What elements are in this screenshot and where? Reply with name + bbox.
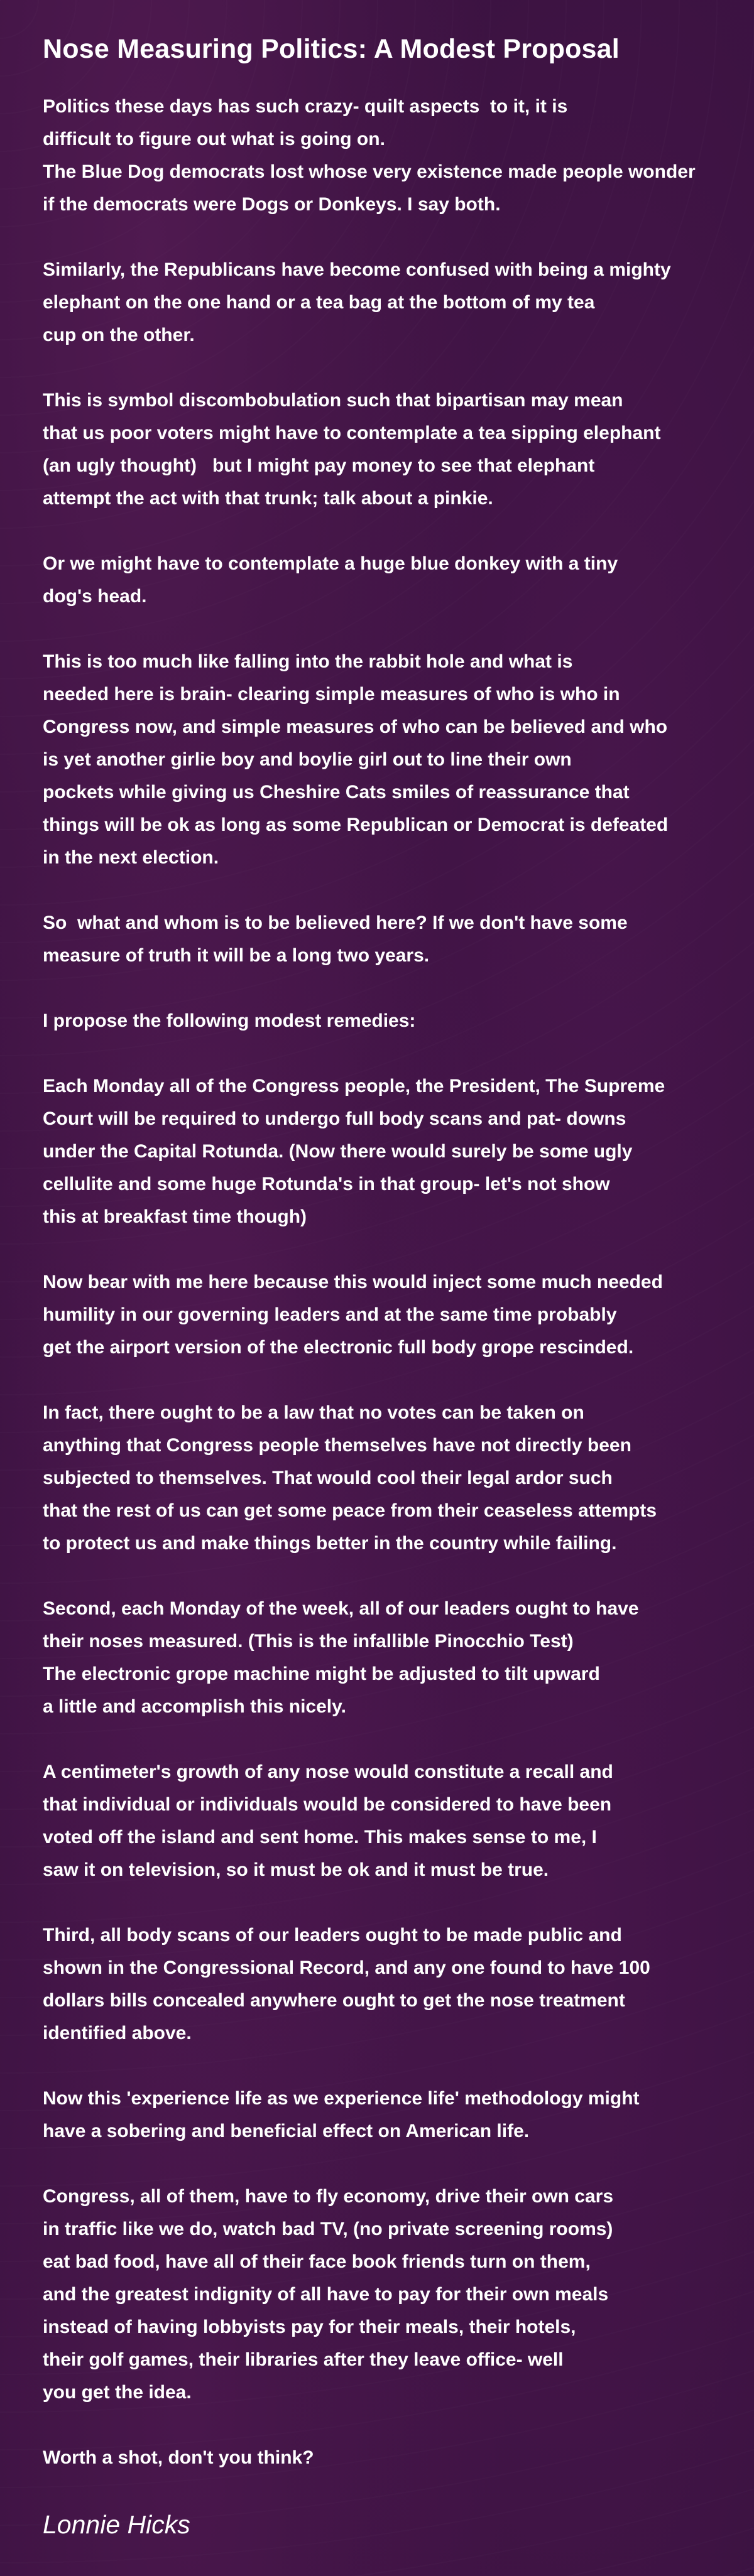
poem-line: anything that Congress people themselves have not directly been <box>43 1435 631 1456</box>
poem-line: Politics these days has such crazy- quilt aspects to it, it is <box>43 96 568 117</box>
poem-line: in traffic like we do, watch bad TV, (no private screening rooms) <box>43 2219 613 2239</box>
poem-line: needed here is brain- clearing simple measures of who is who in <box>43 684 620 705</box>
poem-line: humility in our governing leaders and at the same time probably <box>43 1304 617 1325</box>
poem-line: The electronic grope machine might be adjusted to tilt upward <box>43 1664 600 1684</box>
poem-stanza <box>43 646 711 874</box>
poem-stanza <box>43 907 711 972</box>
poem-line: this at breakfast time though) <box>43 1206 307 1227</box>
poem-line: and the greatest indignity of all have to pay for their own meals <box>43 2284 609 2305</box>
poem-line: attempt the act with that trunk; talk about a pinkie. <box>43 488 493 509</box>
poem-line: to protect us and make things better in the country while failing. <box>43 1533 617 1554</box>
poem-stanza <box>43 384 711 515</box>
poem-line: Worth a shot, don't you think? <box>43 2447 314 2468</box>
poem-line: eat bad food, have all of their face book friends turn on them, <box>43 2251 591 2272</box>
poem-line: This is too much like falling into the rabbit hole and what is <box>43 651 573 672</box>
poem-line: (an ugly thought) but I might pay money to see that elephant <box>43 455 595 476</box>
poem-line: identified above. <box>43 2023 192 2043</box>
poem-line: their noses measured. (This is the infallible Pinocchio Test) <box>43 1631 574 1652</box>
poem-line: shown in the Congressional Record, and any one found to have 100 <box>43 1957 650 1978</box>
poem-body <box>43 90 711 2474</box>
poem-line: Similarly, the Republicans have become confused with being a mighty <box>43 259 671 280</box>
poem-line: have a sobering and beneficial effect on American life. <box>43 2121 530 2141</box>
poem-stanza <box>43 2180 711 2409</box>
poem-line: Each Monday all of the Congress people, the President, The Supreme <box>43 1076 665 1096</box>
poem-stanza <box>43 2442 711 2474</box>
poem-stanza <box>43 90 711 221</box>
poem-line: measure of truth it will be a long two years. <box>43 945 430 966</box>
poem-line: Or we might have to contemplate a huge blue donkey with a tiny <box>43 553 618 574</box>
poem-stanza <box>43 1593 711 1723</box>
poem-stanza <box>43 254 711 352</box>
poem-line: voted off the island and sent home. This makes sense to me, I <box>43 1827 597 1848</box>
poem-line: In fact, there ought to be a law that no votes can be taken on <box>43 1402 584 1423</box>
poem-line: Congress, all of them, have to fly economy, drive their own cars <box>43 2186 614 2207</box>
poem-line: in the next election. <box>43 847 219 868</box>
poem-stanza <box>43 1266 711 1364</box>
poem-line: get the airport version of the electronic full body grope rescinded. <box>43 1337 634 1358</box>
poem-line: under the Capital Rotunda. (Now there would surely be some ugly <box>43 1141 633 1162</box>
poem-line: Now this 'experience life as we experience life' methodology might <box>43 2088 640 2109</box>
poem-line: elephant on the one hand or a tea bag at the bottom of my tea <box>43 292 595 313</box>
poem-line: that us poor voters might have to contemplate a tea sipping elephant <box>43 423 661 443</box>
poem-stanza <box>43 1397 711 1560</box>
poem-line: This is symbol discombobulation such that bipartisan may mean <box>43 390 623 411</box>
poem-title: Nose Measuring Politics: A Modest Proposal <box>43 34 620 64</box>
poem-line: their golf games, their libraries after they leave office- well <box>43 2349 564 2370</box>
poem-line: The Blue Dog democrats lost whose very existence made people wonder <box>43 161 696 182</box>
poem-line: instead of having lobbyists pay for their meals, their hotels, <box>43 2317 576 2337</box>
poem-line: pockets while giving us Cheshire Cats smiles of reassurance that <box>43 782 630 803</box>
poem-line: if the democrats were Dogs or Donkeys. I say both. <box>43 194 501 215</box>
poem-stanza <box>43 1919 711 2050</box>
poem-line: difficult to figure out what is going on. <box>43 129 385 149</box>
poem-line: things will be ok as long as some Republican or Democrat is defeated <box>43 814 669 835</box>
poem-line: subjected to themselves. That would cool their legal ardor such <box>43 1468 613 1488</box>
poem-line: cup on the other. <box>43 325 195 345</box>
poem-line: cellulite and some huge Rotunda's in that group- let's not show <box>43 1174 610 1194</box>
poem-line: Court will be required to undergo full body scans and pat- downs <box>43 1108 626 1129</box>
poem-line: Congress now, and simple measures of who can be believed and who <box>43 717 668 737</box>
poem-line: that individual or individuals would be considered to have been <box>43 1794 612 1815</box>
poem-author: Lonnie Hicks <box>43 2510 190 2539</box>
poem-line: is yet another girlie boy and boylie girl out to line their own <box>43 749 572 770</box>
poem-line: Now bear with me here because this would inject some much needed <box>43 1272 663 1292</box>
poem-line: Third, all body scans of our leaders ought to be made public and <box>43 1925 622 1946</box>
poem-line: So what and whom is to be believed here? If we don't have some <box>43 912 628 933</box>
poem-line: a little and accomplish this nicely. <box>43 1696 346 1717</box>
poem-stanza <box>43 1070 711 1233</box>
poem-line: I propose the following modest remedies: <box>43 1010 416 1031</box>
poem-line: A centimeter's growth of any nose would constitute a recall and <box>43 1762 613 1782</box>
poem-line: dog's head. <box>43 586 147 607</box>
poem-line: that the rest of us can get some peace from their ceaseless attempts <box>43 1500 657 1521</box>
poem-stanza <box>43 548 711 613</box>
poem-line: dollars bills concealed anywhere ought to get the nose treatment <box>43 1990 625 2011</box>
poem-stanza <box>43 2082 711 2148</box>
poem-line: saw it on television, so it must be ok and it must be true. <box>43 1859 549 1880</box>
poem-stanza <box>43 1756 711 1886</box>
poem-line: Second, each Monday of the week, all of our leaders ought to have <box>43 1598 639 1619</box>
poem-stanza <box>43 1005 711 1037</box>
poem-line: you get the idea. <box>43 2382 192 2403</box>
